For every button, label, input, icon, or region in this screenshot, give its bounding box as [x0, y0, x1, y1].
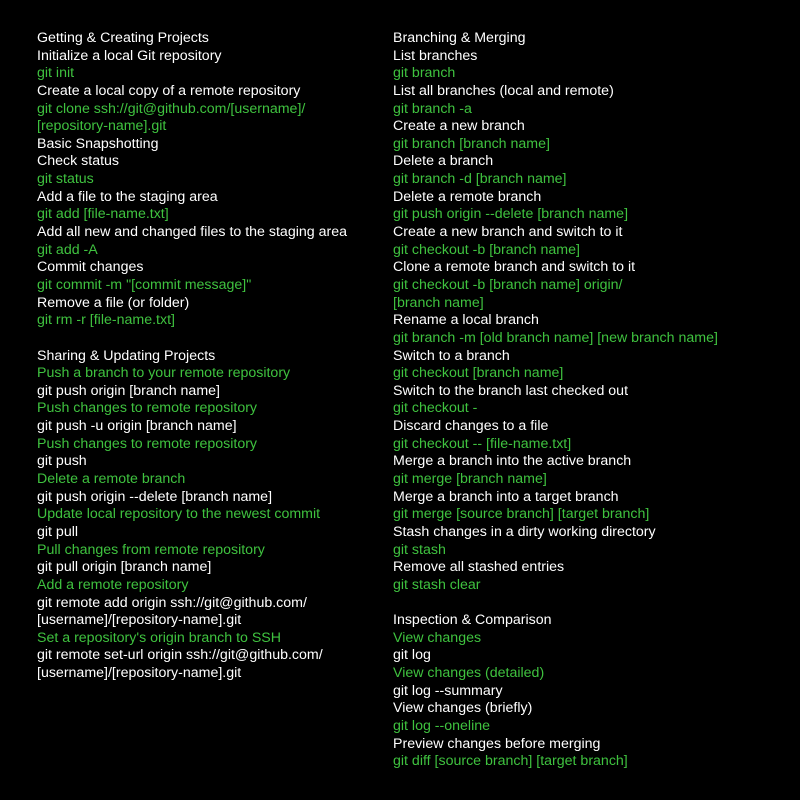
command-line: [repository-name].git: [37, 118, 167, 135]
command-line: git merge [branch name]: [393, 471, 547, 488]
command-line: git stash: [393, 541, 446, 558]
description-line: Remove a file (or folder): [37, 294, 190, 311]
description-line: Preview changes before merging: [393, 735, 601, 752]
command-line: git remote set-url origin ssh://git@github.com/: [37, 647, 323, 664]
description-line: List branches: [393, 47, 478, 64]
description-line: Update local repository to the newest commit: [37, 506, 321, 523]
description-line: Delete a remote branch: [393, 188, 542, 205]
command-line: git log --oneline: [393, 717, 491, 734]
description-line: Clone a remote branch and switch to it: [393, 259, 636, 276]
description-line: Add a file to the staging area: [37, 188, 218, 205]
command-line: git branch -a: [393, 100, 472, 117]
command-line: git log --summary: [393, 682, 503, 699]
command-line: git status: [37, 171, 94, 188]
command-line: git push origin --delete [branch name]: [37, 488, 273, 505]
description-line: Switch to the branch last checked out: [393, 382, 629, 399]
command-line: git push -u origin [branch name]: [37, 418, 237, 435]
right-column: [393, 30, 718, 771]
description-line: Delete a remote branch: [37, 471, 186, 488]
command-line: git diff [source branch] [target branch]: [393, 753, 628, 770]
command-line: git clone ssh://git@github.com/[username]/: [37, 100, 306, 117]
command-line: git pull origin [branch name]: [37, 559, 212, 576]
command-line: git commit -m "[commit message]": [37, 276, 252, 293]
command-line: git branch [branch name]: [393, 135, 550, 152]
left-column: [37, 30, 347, 683]
command-line: git checkout -- [file-name.txt]: [393, 435, 572, 452]
command-line: git merge [source branch] [target branch]: [393, 506, 650, 523]
section-heading: Basic Snapshotting: [37, 135, 159, 152]
command-line: git add [file-name.txt]: [37, 206, 169, 223]
section-heading: Sharing & Updating Projects: [37, 347, 216, 364]
command-line: git add -A: [37, 241, 98, 258]
description-line: Remove all stashed entries: [393, 559, 565, 576]
section-heading: Inspection & Comparison: [393, 612, 552, 629]
description-line: List all branches (local and remote): [393, 82, 614, 99]
command-line: [branch name]: [393, 294, 484, 311]
description-line: Set a repository's origin branch to SSH: [37, 629, 282, 646]
description-line: Merge a branch into a target branch: [393, 488, 619, 505]
command-line: [username]/[repository-name].git: [37, 665, 242, 682]
description-line: Delete a branch: [393, 153, 494, 170]
section-heading: Branching & Merging: [393, 30, 526, 46]
command-line: git stash clear: [393, 576, 481, 593]
description-line: Rename a local branch: [393, 312, 539, 329]
command-line: git checkout -b [branch name] origin/: [393, 276, 623, 293]
command-line: git push origin --delete [branch name]: [393, 206, 629, 223]
description-line: Commit changes: [37, 259, 144, 276]
command-line: git init: [37, 65, 75, 82]
description-line: Merge a branch into the active branch: [393, 453, 632, 470]
command-line: git branch -d [branch name]: [393, 171, 567, 188]
description-line: Push changes to remote repository: [37, 400, 258, 417]
description-line: View changes (detailed): [393, 665, 545, 682]
description-line: Stash changes in a dirty working directory: [393, 523, 656, 540]
description-line: Add a remote repository: [37, 576, 189, 593]
command-line: git branch -m [old branch name] [new branch name]: [393, 329, 718, 346]
description-line: View changes: [393, 629, 482, 646]
description-line: Push changes to remote repository: [37, 435, 258, 452]
command-line: git checkout -: [393, 400, 478, 417]
description-line: Initialize a local Git repository: [37, 47, 222, 64]
section-heading: Getting & Creating Projects: [37, 30, 209, 46]
command-line: git pull: [37, 523, 79, 540]
description-line: Pull changes from remote repository: [37, 541, 265, 558]
description-line: Create a new branch: [393, 118, 525, 135]
command-line: git remote add origin ssh://git@github.com/: [37, 594, 307, 611]
command-line: git checkout -b [branch name]: [393, 241, 580, 258]
description-line: Check status: [37, 153, 120, 170]
command-line: git push: [37, 453, 87, 470]
command-line: [username]/[repository-name].git: [37, 612, 242, 629]
description-line: Add all new and changed files to the staging area: [37, 224, 347, 241]
description-line: Switch to a branch: [393, 347, 510, 364]
section-spacer: [393, 595, 718, 613]
section-spacer: [37, 330, 347, 348]
description-line: View changes (briefly): [393, 700, 533, 717]
description-line: Discard changes to a file: [393, 418, 549, 435]
description-line: Create a local copy of a remote repository: [37, 82, 301, 99]
command-line: git checkout [branch name]: [393, 365, 564, 382]
command-line: git push origin [branch name]: [37, 382, 220, 399]
command-line: git branch: [393, 65, 456, 82]
command-line: git log: [393, 647, 431, 664]
description-line: Create a new branch and switch to it: [393, 224, 623, 241]
description-line: Push a branch to your remote repository: [37, 365, 291, 382]
command-line: git rm -r [file-name.txt]: [37, 312, 175, 329]
